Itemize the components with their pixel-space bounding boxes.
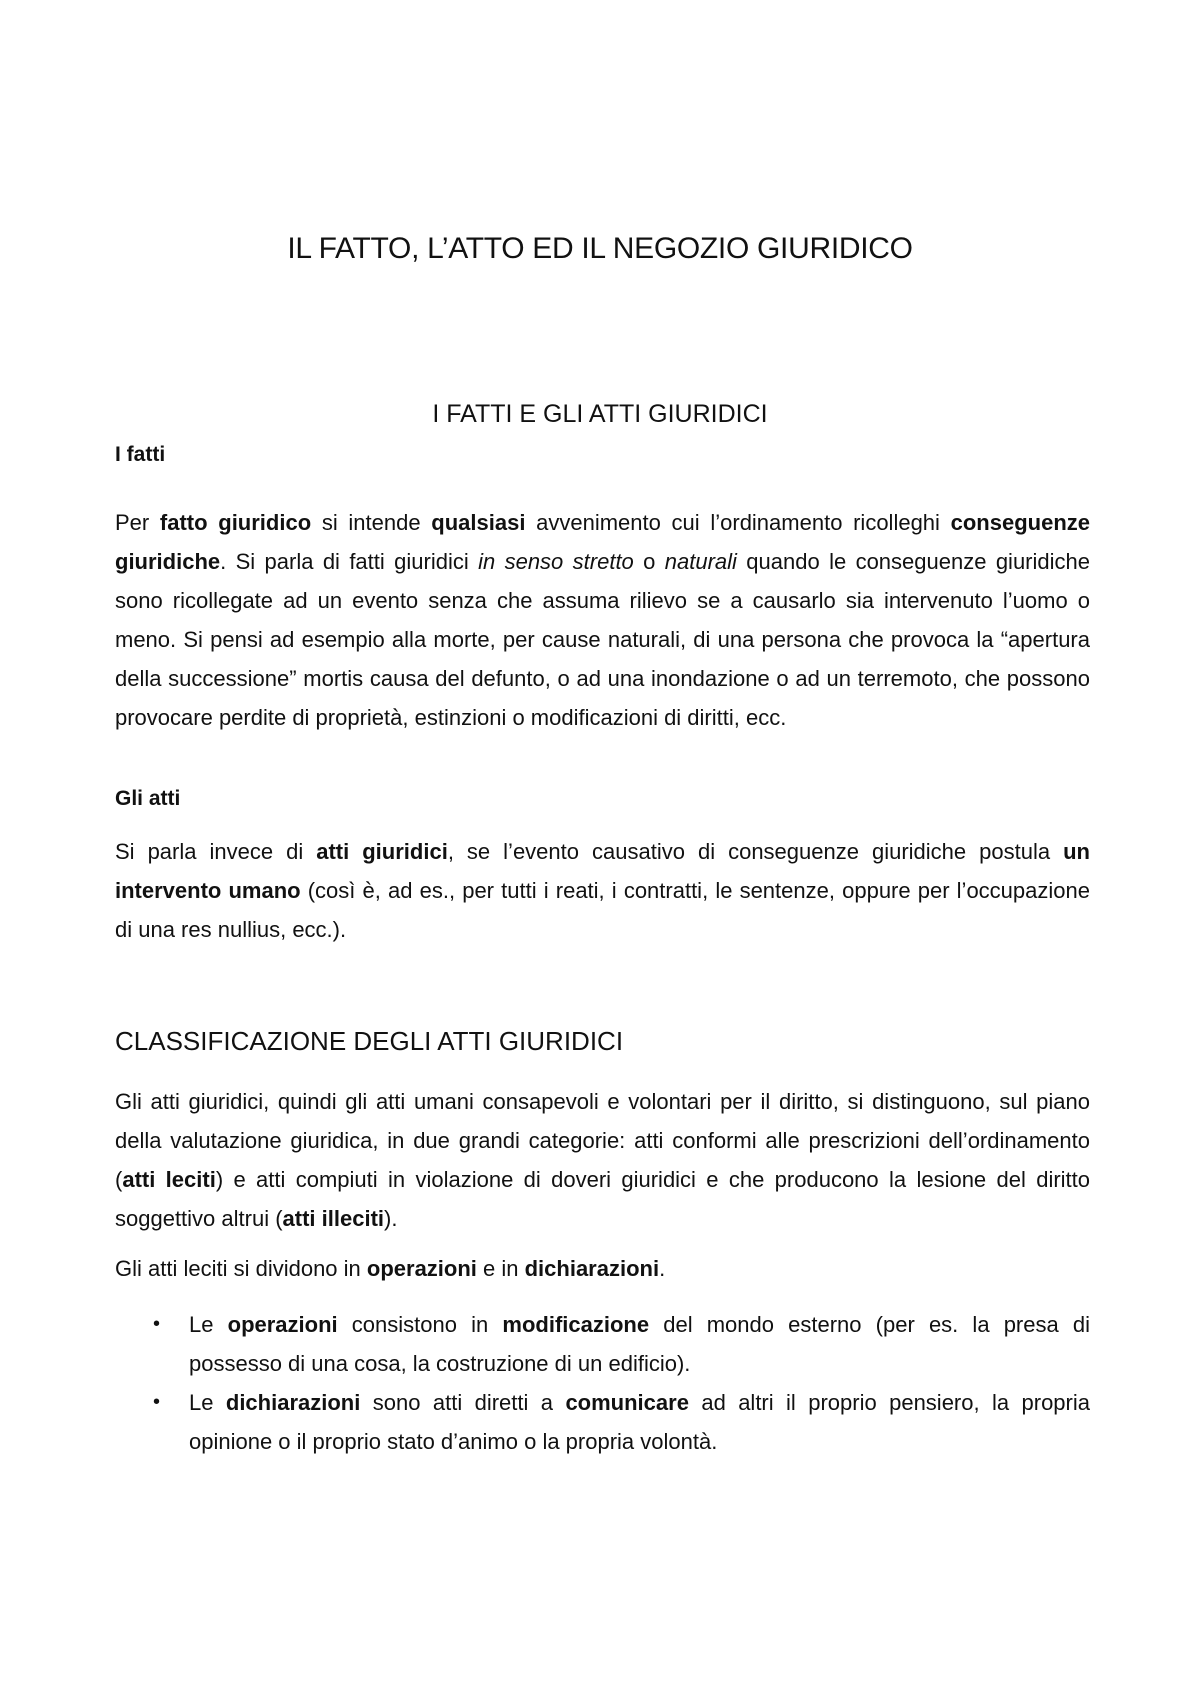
italic-term: naturali: [664, 549, 737, 574]
text-run: Gli atti leciti si dividono in: [115, 1256, 367, 1281]
text-run: ) e atti compiuti in violazione di doveri giuridici e che producono la lesione del diritto soggettivo altrui (: [115, 1167, 1091, 1231]
text-run: o: [633, 549, 665, 574]
bold-term: qualsiasi: [431, 510, 526, 535]
bold-term: comunicare: [565, 1390, 689, 1415]
paragraph-atti-leciti: [115, 1249, 1090, 1288]
text-run: ad altri il proprio pensiero, la propria opinione o il proprio stato d’animo o la propria volontà.: [189, 1390, 1090, 1454]
bullet-item-dichiarazioni: [115, 1383, 1090, 1461]
italic-term: in senso stretto: [478, 549, 634, 574]
paragraph-classificazione: [115, 1082, 1090, 1238]
text-run: quando le conseguenze giuridiche sono ricollegate ad un evento senza che assuma rilievo se a causarlo sia intervenuto l’uomo o meno. Si pensi ad esempio alla morte, per cause naturali, di una persona che provoca la “apertura della successione” mortis causa del defunto, o ad una inondazione o ad un terremoto, che possono provocare perdite di proprietà, estinzioni o modificazioni di diritti, ecc.: [115, 549, 1090, 730]
text-run: . Si parla di fatti giuridici: [220, 549, 479, 574]
bold-term: conseguenze giuridiche: [115, 510, 1090, 574]
text-run: , se l’evento causativo di conseguenze giuridiche postula: [447, 839, 1064, 864]
text-run: Gli atti giuridici, quindi gli atti umani consapevoli e volontari per il diritto, si distinguono, sul piano della valutazione giuridica, in due grandi categorie: atti conformi alle prescrizioni dell’ordinamento (: [115, 1089, 1090, 1192]
text-run: consistono in: [337, 1312, 503, 1337]
paragraph-fatti: [115, 503, 1090, 737]
bullet-list: [115, 1305, 1090, 1461]
text-run: ).: [384, 1206, 398, 1231]
bold-term: atti illeciti: [282, 1206, 385, 1231]
section-heading-fatti-atti: I FATTI E GLI ATTI GIURIDICI: [432, 400, 768, 428]
bold-term: dichiarazioni: [524, 1256, 660, 1281]
text-run: Le: [189, 1390, 226, 1415]
text-run: e in: [476, 1256, 525, 1281]
document-title: IL FATTO, L’ATTO ED IL NEGOZIO GIURIDICO: [287, 232, 913, 265]
bold-term: atti leciti: [122, 1167, 216, 1192]
text-run: (così è, ad es., per tutti i reati, i contratti, le sentenze, oppure per l’occupazione di una res nullius, ecc.).: [115, 878, 1090, 942]
bold-term: modificazione: [502, 1312, 650, 1337]
bold-term: fatto giuridico: [159, 510, 312, 535]
bullet-item-operazioni: [115, 1305, 1090, 1383]
text-run: .: [659, 1256, 666, 1281]
subheading-atti: Gli atti: [115, 787, 181, 810]
bold-term: dichiarazioni: [225, 1390, 361, 1415]
text-run: Per: [115, 510, 160, 535]
text-run: avvenimento cui l’ordinamento ricolleghi: [525, 510, 951, 535]
text-run: sono atti diretti a: [360, 1390, 566, 1415]
bullet-icon: •: [153, 1391, 161, 1413]
bold-term: operazioni: [227, 1312, 338, 1337]
paragraph-atti: [115, 832, 1090, 949]
text-run: si intende: [311, 510, 432, 535]
text-run: Le: [189, 1312, 228, 1337]
bold-term: un intervento umano: [115, 839, 1090, 903]
section-heading-classificazione: CLASSIFICAZIONE DEGLI ATTI GIURIDICI: [115, 1026, 624, 1056]
bullet-icon: •: [153, 1313, 161, 1335]
text-run: del mondo esterno (per es. la presa di possesso di una cosa, la costruzione di un edificio).: [189, 1312, 1091, 1376]
bold-term: operazioni: [366, 1256, 477, 1281]
bold-term: atti giuridici: [316, 839, 448, 864]
text-run: Si parla invece di: [115, 839, 317, 864]
subheading-fatti: I fatti: [115, 443, 166, 466]
